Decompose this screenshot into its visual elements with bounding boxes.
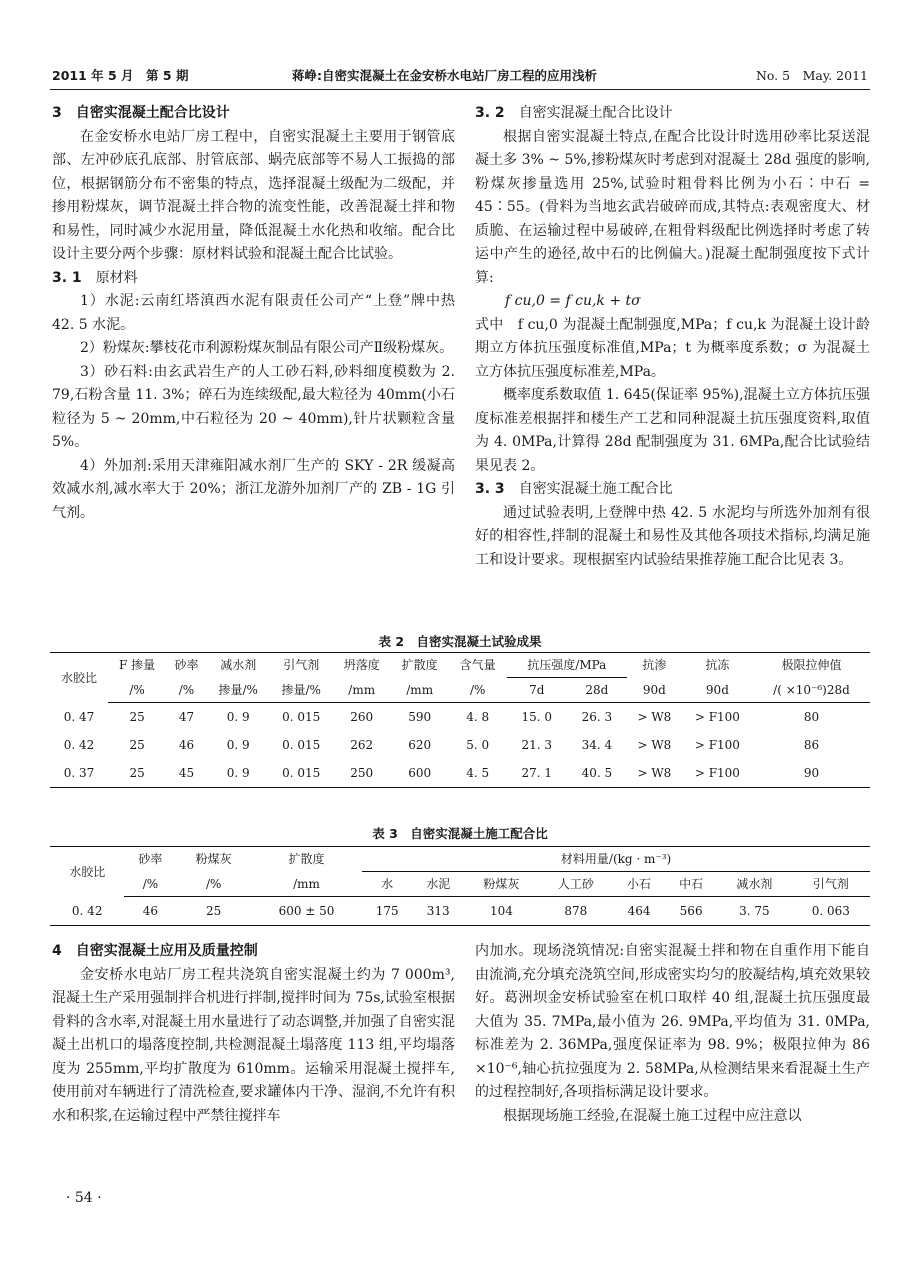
t2-cell: > F100: [694, 738, 740, 752]
t2-cell: 0. 015: [282, 738, 321, 752]
t3-cell: 600 ± 50: [251, 897, 362, 926]
t3-cell: 3. 75: [717, 897, 791, 926]
t2-cell: 600: [391, 759, 449, 788]
material-item-cement: 1）水泥:云南红塔滇西水泥有限责任公司产“上登”牌中热 42. 5 水泥。: [52, 293, 455, 333]
t2-header-f: F 掺量: [108, 653, 166, 678]
strength-formula: f cu,0 = f cu,k + tσ: [505, 293, 641, 309]
t2-cell: 262: [350, 738, 374, 752]
header-rule: [50, 89, 870, 90]
t2-cell: 0. 9: [226, 710, 250, 724]
t2-cell: 4. 8: [466, 710, 490, 724]
right-column-lower: [475, 940, 870, 1128]
t2-cell: 26. 3: [581, 710, 613, 724]
t2-cell: 46: [178, 738, 195, 752]
t2-header-wr: 减水剂: [207, 653, 270, 678]
t3-cell: 566: [665, 897, 717, 926]
t2-header-ae: 引气剂: [270, 653, 333, 678]
t2-unit-cs28: 28d: [567, 678, 627, 703]
issue-number: No. 5 May. 2011: [755, 68, 868, 83]
t3-col-cement: 水泥: [412, 872, 464, 897]
t2-unit-perm: 90d: [627, 678, 682, 703]
t3-header-sand: 砂率: [124, 847, 176, 872]
t2-cell: 47: [178, 710, 195, 724]
t3-cell: 0. 42: [50, 897, 124, 926]
section-3-2-heading: [475, 102, 870, 126]
t2-cell: > F100: [694, 710, 740, 724]
t2-cell: 25: [129, 738, 145, 752]
journal-issue: 2011 年 5 月 第 5 期: [52, 68, 189, 83]
table-3-caption: 表 3 自密实混凝土施工配合比: [372, 826, 548, 841]
section-3-2-title: 自密实混凝土配合比设计: [518, 105, 673, 121]
left-column-upper: [52, 102, 455, 525]
running-header: [52, 60, 868, 88]
t2-cell: 40. 5: [567, 759, 627, 788]
t2-cell: 590: [408, 710, 432, 724]
t2-cell: 5. 0: [466, 738, 490, 752]
t2-cell: > W8: [627, 759, 682, 788]
t2-cell: 34. 4: [581, 738, 613, 752]
t2-header-perm: 抗渗: [627, 653, 682, 678]
t2-cell: 15. 0: [521, 710, 552, 724]
section-3-intro: 在金安桥水电站厂房工程中，自密实混凝土主要用于钢管底部、左冲砂底孔底部、肘管底部、蜗壳底部等不易人工振捣的部位，根据钢筋分布不密集的特点，选择混凝土级配为二级配，并掺用粉煤灰，调节混凝土拌合物的流变性能，改善混凝土拌和物和易性，同时减少水泥用量，降低混凝土水化热和收缩。配合比设计主要分两个步骤：原材料试验和混凝土配合比试验。: [52, 128, 455, 262]
t3-unit-spread: /mm: [251, 872, 362, 897]
material-item-flyash: 2）粉煤灰:攀枝花市利源粉煤灰制品有限公司产Ⅱ级粉煤灰。: [80, 340, 454, 356]
section-3-3-heading: [475, 478, 870, 502]
t2-unit-frost: 90d: [682, 678, 753, 703]
t2-header-frost: 抗冻: [682, 653, 753, 678]
t3-unit-sand: /%: [124, 872, 176, 897]
t2-unit-air: /%: [449, 678, 507, 703]
article-title-header: 蒋峥:自密实混凝土在金安桥水电站厂房工程的应用浅析: [292, 68, 597, 83]
t2-cell: 0. 9: [207, 759, 270, 788]
t2-unit-cs7: 7d: [507, 678, 567, 703]
t2-cell: 80: [803, 710, 820, 724]
t2-cell: > W8: [637, 738, 672, 752]
t2-row: [50, 759, 870, 788]
t2-cell: 260: [350, 710, 374, 724]
table-2: [50, 652, 870, 788]
t3-cell: 104: [464, 897, 538, 926]
t3-col-small: 小石: [613, 872, 665, 897]
t3-col-wr: 减水剂: [717, 872, 791, 897]
t3-col-sand: 人工砂: [539, 872, 613, 897]
t3-cell: 313: [412, 897, 464, 926]
t2-unit-ae: 掺量/%: [270, 678, 333, 703]
t2-unit-f: /%: [108, 678, 166, 703]
t2-cell: 90: [753, 759, 870, 788]
t3-header-fa: 粉煤灰: [176, 847, 250, 872]
t2-cell: 0. 9: [226, 738, 250, 752]
t3-col-water: 水: [362, 872, 412, 897]
t3-cell: 0. 063: [792, 897, 870, 926]
section-3-1-title: 原材料: [95, 269, 138, 286]
t2-cell: 250: [333, 759, 391, 788]
t2-unit-ext: /( ×10⁻⁶)28d: [753, 678, 870, 703]
section-4-paragraph-3: 根据现场施工经验,在混凝土施工过程中应注意以: [503, 1107, 802, 1124]
t2-cell: 86: [803, 738, 820, 752]
t3-header-wb: 水胶比: [50, 847, 124, 897]
t2-row: [50, 731, 870, 759]
t3-cell: 46: [124, 897, 176, 926]
t2-unit-sand: /%: [166, 678, 207, 703]
t3-col-ae: 引气剂: [792, 872, 870, 897]
right-column-upper: [475, 102, 870, 572]
section-4-heading: 4 自密实混凝土应用及质量控制: [52, 943, 258, 959]
material-item-aggregate: 3）砂石料:由玄武岩生产的人工砂石料,砂料细度模数为 2. 79,石粉含量 11. 3%；碎石为连续级配,最大粒径为 40mm(小石粒径为 5 ~ 20mm,中石粒径为 20 ~ 40mm),针片状颗粒含量 5%。: [52, 363, 455, 450]
section-4-paragraph-1: 金安桥水电站厂房工程共浇筑自密实混凝土约为 7 000m³,混凝土生产采用强制拌合机进行拌制,搅拌时间为 75s,试验室根据骨料的含水率,对混凝土用水量进行了动态调整,并加强了自密实混凝土出机口的塌落度控制,共检测混凝土塌落度 113 组,平均塌落度为 255mm,平均扩散度为 610mm。运输采用混凝土搅拌车,使用前对车辆进行了清洗检查,要求罐体内干净、湿润,不允许有积水和积浆,在运输过程中严禁往搅拌车: [52, 966, 455, 1124]
t3-col-flyash: 粉煤灰: [464, 872, 538, 897]
t2-unit-wr: 掺量/%: [207, 678, 270, 703]
t3-row: [50, 897, 870, 926]
mix-design-paragraph: 根据自密实混凝土特点,在配合比设计时选用砂率比泵送混凝土多 3% ~ 5%,掺粉煤灰时考虑到对混凝土 28d 强度的影响,粉煤灰掺量选用 25%,试验时粗骨料比例为小石∶中石 = 45∶55。(骨料为当地玄武岩破碎而成,其特点:表观密度大、材质脆、在运输过程中易破碎,在粗骨料级配比例选择时考虑了转运中产生的逊径,故中石的比例偏大。)混凝土配制强度按下式计算:: [475, 128, 870, 286]
t2-cell: 21. 3: [521, 738, 552, 752]
material-item-admixture: 4）外加剂:采用天津雍阳减水剂厂生产的 SKY - 2R 缓凝高效减水剂,减水率大于 20%；浙江龙游外加剂厂产的 ZB - 1G 引气剂。: [52, 457, 455, 521]
t2-header-air: 含气量: [449, 653, 507, 678]
t3-cell: 25: [176, 897, 250, 926]
t2-unit-slump: /mm: [333, 678, 391, 703]
table-2-caption: 表 2 自密实混凝土试验成果: [378, 634, 542, 649]
section-3-2-number: 3. 2: [475, 105, 505, 121]
table-3: [50, 846, 870, 926]
section-3-1-heading: [52, 267, 455, 291]
formula-explanation: 式中 f cu,0 为混凝土配制强度,MPa；f cu,k 为混凝土设计龄期立方体抗压强度标准值,MPa；t 为概率度系数；σ 为混凝土立方体抗压强度标准差,MPa。: [475, 316, 870, 380]
t3-unit-fa: /%: [176, 872, 250, 897]
t2-cell: 0. 42: [63, 738, 95, 752]
probability-paragraph: 概率度系数取值 1. 645(保证率 95%),混凝土立方体抗压强度标准差根据拌和楼生产工艺和同种混凝土抗压强度资料,取值为 4. 0MPa,计算得 28d 配制强度为 31. 6MPa,配合比试验结果见表 2。: [475, 387, 870, 474]
t2-cell: 620: [408, 738, 432, 752]
t2-header-cs: 抗压强度/MPa: [507, 653, 627, 678]
t2-row: [50, 703, 870, 732]
t2-cell: > F100: [682, 759, 753, 788]
t2-header-spread: 扩散度: [391, 653, 449, 678]
t2-header-ext: 极限拉伸值: [753, 653, 870, 678]
section-4-paragraph-2: 内加水。现场浇筑情况:自密实混凝土拌和物在自重作用下能自由流淌,充分填充浇筑空间,形成密实均匀的胶凝结构,填充效果较好。葛洲坝金安桥试验室在机口取样 40 组,混凝土抗压强度最大值为 35. 7MPa,最小值为 26. 9MPa,平均值为 31. 0MPa,标准差为 2. 36MPa,强度保证率为 98. 9%；极限拉伸为 86 ×10⁻⁶,轴心抗拉强度为 2. 58MPa,从检测结果来看混凝土生产的过程控制好,各项指标满足设计要求。: [475, 943, 870, 1100]
construction-mix-paragraph: 通过试验表明,上登牌中热 42. 5 水泥均与所选外加剂有很好的相容性,拌制的混凝土和易性及其他各项技术指标,均满足施工和设计要求。现根据室内试验结果推荐施工配合比见表 3。: [475, 504, 870, 568]
section-3-1-number: 3. 1: [52, 269, 82, 286]
t2-cell: 0. 47: [63, 709, 95, 724]
t3-header-materials: 材料用量/(kg · m⁻³): [362, 847, 870, 872]
t2-unit-spread: /mm: [391, 678, 449, 703]
section-3-3-title: 自密实混凝土施工配合比: [518, 481, 673, 497]
page-number: · 54 ·: [66, 1190, 102, 1206]
t2-cell: 25: [129, 710, 145, 724]
t2-cell: 27. 1: [507, 759, 567, 788]
t2-cell: 0. 015: [270, 759, 333, 788]
t3-col-medium: 中石: [665, 872, 717, 897]
t3-cell: 175: [362, 897, 412, 926]
t3-cell: 878: [539, 897, 613, 926]
t2-header-wb: 水胶比: [50, 653, 108, 703]
section-3-3-number: 3. 3: [475, 481, 505, 497]
t2-cell: 45: [166, 759, 207, 788]
t2-header-sand: 砂率: [166, 653, 207, 678]
t2-header-slump: 坍落度: [333, 653, 391, 678]
left-column-lower: [52, 940, 455, 1128]
t3-header-spread: 扩散度: [251, 847, 362, 872]
section-3-heading: 3 自密实混凝土配合比设计: [52, 105, 230, 121]
t2-cell: > W8: [637, 710, 672, 724]
t2-cell: 0. 37: [50, 759, 108, 788]
t2-cell: 4. 5: [449, 759, 507, 788]
t2-cell: 0. 015: [282, 710, 321, 724]
t3-cell: 464: [613, 897, 665, 926]
t2-cell: 25: [108, 759, 166, 788]
